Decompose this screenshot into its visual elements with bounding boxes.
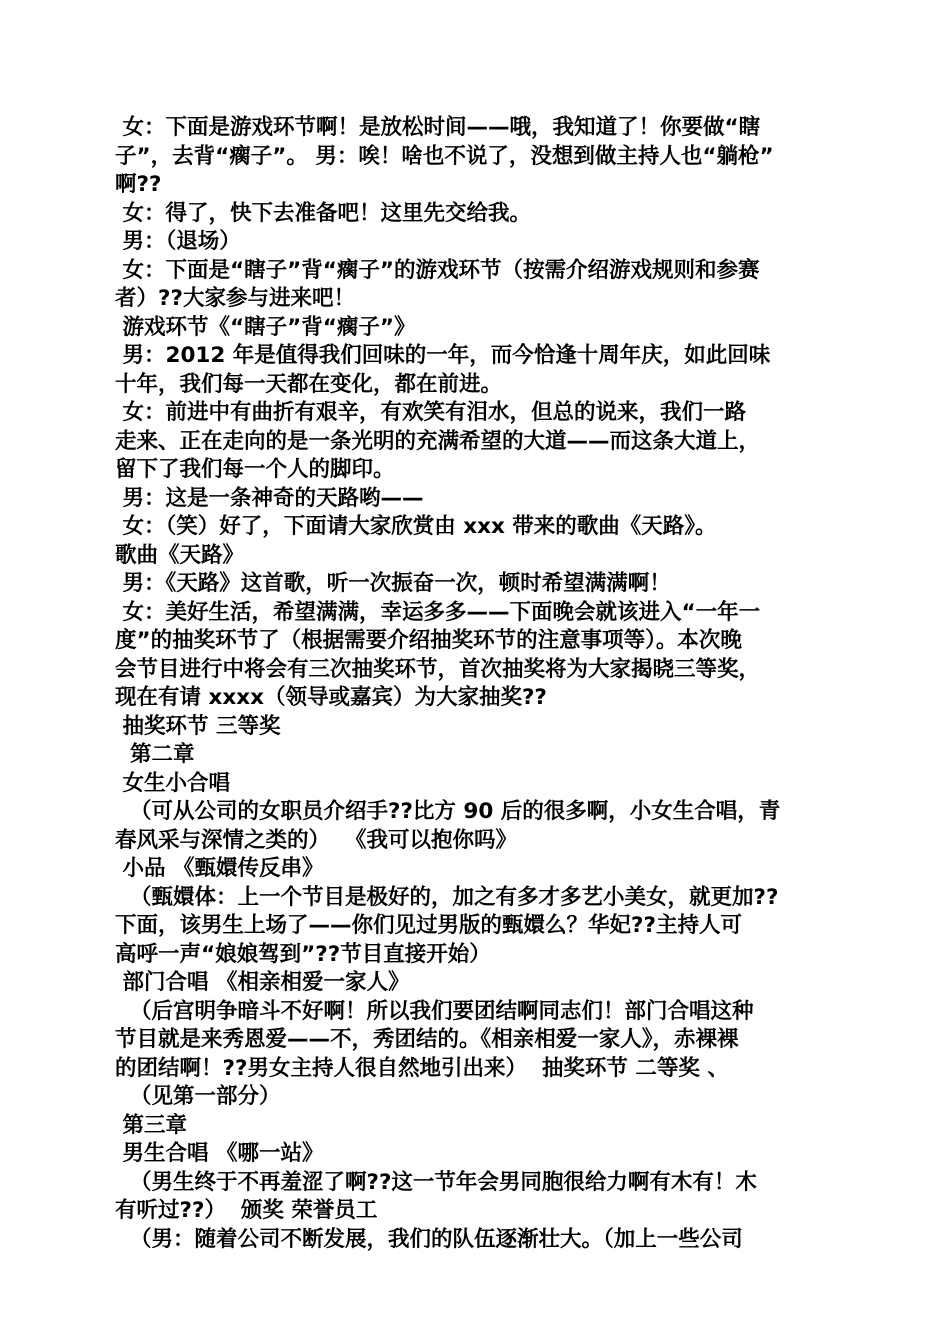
text-line: 现在有请 xxxx（领导或嘉宾）为大家抽奖?? bbox=[115, 685, 547, 710]
chapter-heading: 第三章 bbox=[115, 1112, 187, 1138]
section-heading: 小品 《甄嬛传反串》 bbox=[115, 856, 324, 881]
text-line: 的团结啊！??男女主持人很自然地引出来） 抽奖环节 二等奖 、 bbox=[115, 1055, 729, 1081]
text-line: 女：（笑）好了，下面请大家欣赏由 xxx 带来的歌曲《天路》。 bbox=[115, 514, 717, 539]
text-line: 有听过??） 颁奖 荣誉员工 bbox=[115, 1198, 378, 1223]
text-line: （男：随着公司不断发展，我们的队伍逐渐壮大。（加上一些公司 bbox=[115, 1226, 743, 1252]
section-heading: 抽奖环节 三等奖 bbox=[115, 713, 281, 739]
text-line: 男：《天路》这首歌，听一次振奋一次，顿时希望满满啊！ bbox=[115, 571, 671, 596]
text-line: 女：得了，快下去准备吧！这里先交给我。 bbox=[115, 200, 531, 226]
text-line: （甄嬛体：上一个节目是极好的，加之有多才多艺小美女，就更加?? bbox=[115, 884, 779, 910]
text-line: 女：美好生活，希望满满，幸运多多——下面晚会就该进入“一年一 bbox=[115, 599, 761, 625]
text-line: （见第一部分） bbox=[115, 1084, 281, 1109]
script-text-body bbox=[115, 114, 845, 1254]
chapter-heading: 第二章 bbox=[115, 742, 195, 767]
text-line: 高呼一声“娘娘驾到”??节目直接开始） bbox=[115, 941, 491, 967]
text-line: 会节目进行中将会有三次抽奖环节，首次抽奖将为大家揭晓三等奖， bbox=[115, 656, 761, 682]
text-line: 者）??大家参与进来吧！ bbox=[115, 286, 355, 311]
text-line: 留下了我们每一个人的脚印。 bbox=[115, 457, 395, 482]
text-line: 春风采与深情之类的） 《我可以抱你吗》 bbox=[115, 827, 517, 853]
text-line: 男：这是一条神奇的天路哟—— bbox=[115, 485, 424, 511]
section-heading: 女生小合唱 bbox=[115, 770, 230, 796]
text-line: 啊?? bbox=[115, 172, 162, 197]
section-heading: 部门合唱 《相亲相爱一家人》 bbox=[115, 970, 410, 995]
text-line: 女：前进中有曲折有艰辛，有欢笑有泪水，但总的说来，我们一路 bbox=[115, 400, 746, 425]
text-line: （可从公司的女职员介绍手??比方 90 后的很多啊，小女生合唱，青 bbox=[115, 799, 781, 824]
text-line: 节目就是来秀恩爱——不，秀团结的。《相亲相爱一家人》，赤裸裸 bbox=[115, 1027, 739, 1052]
text-line: 女：下面是游戏环节啊！是放松时间——哦，我知道了！你要做“瞎 bbox=[115, 115, 761, 140]
text-line: （后宫明争暗斗不好啊！所以我们要团结啊同志们！部门合唱这种 bbox=[115, 998, 754, 1024]
text-line: 男：2012 年是值得我们回味的一年，而今恰逢十周年庆，如此回味 bbox=[115, 343, 771, 368]
text-line: 度”的抽奖环节了（根据需要介绍抽奖环节的注意事项等）。本次晚 bbox=[115, 628, 742, 653]
section-heading: 男生合唱 《哪一站》 bbox=[115, 1141, 324, 1166]
text-line: 女：下面是“瞎子”背“瘸子”的游戏环节（按需介绍游戏规则和参赛 bbox=[115, 257, 760, 283]
section-heading: 游戏环节《“瞎子”背“瘸子”》 bbox=[115, 314, 416, 340]
text-line: 下面，该男生上场了——你们见过男版的甄嬛么？华妃??主持人可 bbox=[115, 913, 742, 938]
section-heading: 歌曲《天路》 bbox=[115, 542, 245, 568]
text-line: （男生终于不再羞涩了啊??这一节年会男同胞很给力啊有木有！木 bbox=[115, 1169, 757, 1195]
text-line: 男：（退场） bbox=[115, 229, 241, 254]
text-line: 走来、正在走向的是一条光明的充满希望的大道——而这条大道上， bbox=[115, 428, 761, 454]
text-line: 子”，去背“瘸子”。 男：唉！啥也不说了，没想到做主持人也“躺枪” bbox=[115, 143, 774, 169]
text-line: 十年，我们每一天都在变化，都在前进。 bbox=[115, 371, 503, 397]
